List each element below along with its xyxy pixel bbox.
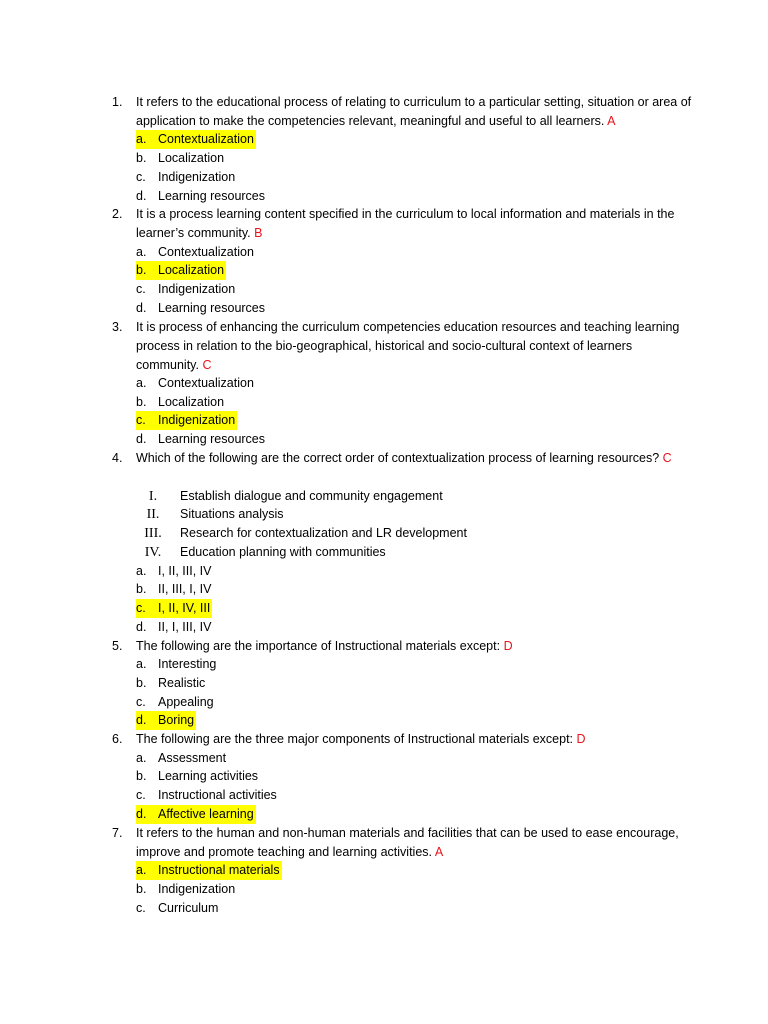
option-3d: d. Learning resources: [136, 432, 266, 446]
option-7a: a. Instructional materials: [136, 861, 282, 880]
question-6: [112, 730, 692, 749]
question-number: 1.: [112, 95, 123, 109]
question-3: [112, 318, 692, 374]
option-1d: d. Learning resources: [136, 189, 266, 203]
question-5: [112, 637, 692, 656]
question-text: It refers to the human and non-human materials and facilities that can be used to ease encourage, improve and promote teaching and learning activities. A: [136, 826, 679, 859]
option-1a: a. Contextualization: [136, 130, 256, 149]
option-1c: c. Indigenization: [136, 170, 236, 184]
step-1: I. Establish dialogue and community engagement: [148, 489, 443, 504]
question-text: It is a process learning content specified in the curriculum to local information and materials in the learner’s community. B: [136, 207, 675, 240]
option-3a: a. Contextualization: [136, 376, 254, 390]
option-6c: c. Instructional activities: [136, 788, 277, 802]
question-7: [112, 824, 692, 862]
option-5d: d. Boring: [136, 711, 196, 730]
answer-key: B: [254, 225, 263, 240]
question-text: It refers to the educational process of relating to curriculum to a particular setting, situation or area of application to make the competencies relevant, meaningful and useful to all learners. A: [136, 95, 692, 128]
step-4: IV. Education planning with communities: [144, 545, 386, 560]
option-1b: b. Localization: [136, 151, 225, 165]
option-3b: b. Localization: [136, 395, 225, 409]
option-5a: a. Interesting: [136, 657, 217, 671]
question-number: 4.: [112, 451, 123, 465]
option-7b: b. Indigenization: [136, 882, 236, 896]
question-number: 6.: [112, 732, 123, 746]
question-1: [112, 93, 692, 131]
answer-key: A: [607, 113, 616, 128]
option-7c: c. Curriculum: [136, 901, 219, 915]
question-text: The following are the importance of Instructional materials except: D: [136, 639, 513, 653]
option-2c: c. Indigenization: [136, 282, 236, 296]
option-4a: a. I, II, III, IV: [136, 564, 212, 578]
option-4c: c. I, II, IV, III: [136, 599, 212, 618]
question-number: 3.: [112, 320, 123, 334]
option-2d: d. Learning resources: [136, 301, 266, 315]
step-3: III. Research for contextualization and LR development: [144, 526, 467, 541]
question-number: 5.: [112, 639, 123, 653]
question-text: Which of the following are the correct order of contextualization process of learning resources? C: [136, 451, 672, 465]
question-number: 2.: [112, 207, 123, 221]
question-4: [112, 449, 692, 468]
option-6b: b. Learning activities: [136, 769, 259, 783]
answer-key: D: [503, 639, 513, 653]
option-5b: b. Realistic: [136, 676, 206, 690]
option-2a: a. Contextualization: [136, 245, 254, 259]
answer-key: C: [662, 451, 672, 465]
option-4d: d. II, I, III, IV: [136, 620, 212, 634]
option-6a: a. Assessment: [136, 751, 227, 765]
answer-key: C: [202, 357, 212, 372]
option-5c: c. Appealing: [136, 695, 214, 709]
option-6d: d. Affective learning: [136, 805, 256, 824]
question-2: [112, 205, 692, 243]
option-3c: c. Indigenization: [136, 411, 237, 430]
answer-key: A: [434, 844, 444, 859]
question-text: It is process of enhancing the curriculum competencies education resources and teaching learning process in relation to the bio-geographical, historical and socio-cultural context of learners community. C: [136, 320, 680, 372]
option-2b: b. Localization: [136, 261, 226, 280]
question-text: The following are the three major components of Instructional materials except: D: [136, 732, 586, 746]
step-2: II. Situations analysis: [146, 507, 284, 522]
option-4b: b. II, III, I, IV: [136, 582, 212, 596]
answer-key: D: [576, 732, 586, 746]
question-number: 7.: [112, 826, 123, 840]
